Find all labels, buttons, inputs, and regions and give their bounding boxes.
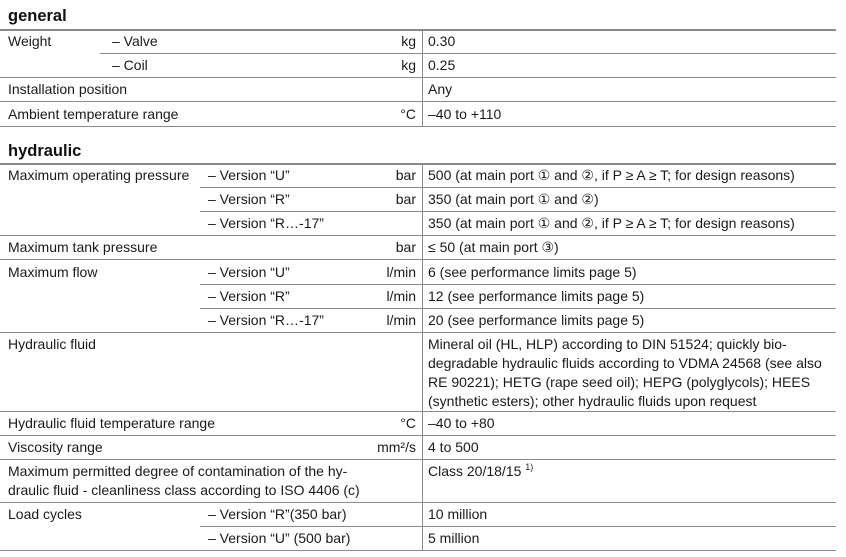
load-u-value: 5 million [428, 530, 480, 546]
divider [0, 101, 836, 102]
ambient-value: –40 to +110 [428, 106, 502, 122]
contam-label: Maximum permitted degree of contamination of the hy-draulic fluid - cleanliness class according to ISO 4406 (c) [8, 463, 360, 498]
flow-r17-label: – Version “R…-17” [208, 312, 324, 328]
fluid-value: Mineral oil (HL, HLP) according to DIN 51524; quickly bio-degradable hydraulic fluids according to VDMA 24568 (see also RE 90221); HETG (rape seed oil); HEPG (polyglycols); HEES (synthetic esters); other hydraulic fluids upon request [428, 336, 822, 409]
flow-r-label: – Version “R” [208, 288, 290, 304]
weight-label: Weight [8, 33, 52, 49]
valve-value: 0.30 [428, 33, 456, 49]
column-divider [422, 164, 423, 550]
divider [0, 259, 836, 260]
section-title-hydraulic: hydraulic [8, 142, 82, 160]
visc-value: 4 to 500 [428, 439, 479, 455]
divider [0, 550, 836, 551]
flow-r17-unit: l/min [386, 312, 416, 328]
fluid-label: Hydraulic fluid [8, 336, 96, 352]
mop-u-unit: bar [395, 167, 416, 183]
flow-r17-value: 20 (see performance limits page 5) [428, 312, 645, 328]
mop-r-label: – Version “R” [208, 191, 290, 207]
coil-unit: kg [401, 57, 416, 73]
tank-unit: bar [395, 239, 416, 255]
contam-value-cell [428, 460, 533, 484]
install-value: Any [428, 81, 453, 97]
flow-label: Maximum flow [8, 264, 98, 280]
divider [0, 502, 836, 503]
mop-r17-label: – Version “R…-17” [208, 215, 324, 231]
mop-r-unit: bar [395, 191, 416, 207]
column-divider [422, 30, 423, 126]
fluid-temp-label: Hydraulic fluid temperature range [8, 415, 215, 431]
divider [0, 126, 836, 127]
tank-value: ≤ 50 (at main port ③) [428, 239, 559, 255]
flow-r-unit: l/min [386, 288, 416, 304]
valve-label: – Valve [112, 33, 158, 49]
flow-r-value: 12 (see performance limits page 5) [428, 288, 645, 304]
footnote-marker: 1) [525, 462, 534, 472]
coil-label: – Coil [112, 57, 148, 73]
visc-label: Viscosity range [8, 439, 103, 455]
divider [0, 435, 836, 436]
load-label: Load cycles [8, 506, 82, 522]
valve-unit: kg [401, 33, 416, 49]
divider [0, 459, 836, 460]
load-u-label: – Version “U” (500 bar) [208, 530, 351, 546]
mop-u-value: 500 (at main port ① and ②, if P ≥ A ≥ T; for design reasons) [428, 167, 795, 183]
divider [0, 332, 836, 333]
ambient-unit: °C [400, 106, 416, 122]
load-r-label: – Version “R”(350 bar) [208, 506, 347, 522]
fluid-temp-unit: °C [400, 415, 416, 431]
mop-label: Maximum operating pressure [8, 167, 190, 183]
mop-r17-value: 350 (at main port ① and ②, if P ≥ A ≥ T; for design reasons) [428, 215, 795, 231]
mop-u-label: – Version “U” [208, 167, 290, 183]
load-r-value: 10 million [428, 506, 488, 522]
divider [100, 53, 836, 54]
flow-u-label: – Version “U” [208, 264, 290, 280]
ambient-label: Ambient temperature range [8, 106, 179, 122]
install-label: Installation position [8, 81, 128, 97]
visc-unit: mm²/s [377, 439, 416, 455]
flow-u-value: 6 (see performance limits page 5) [428, 264, 637, 280]
mop-r-value: 350 (at main port ① and ②) [428, 191, 599, 207]
flow-u-unit: l/min [386, 264, 416, 280]
coil-value: 0.25 [428, 57, 456, 73]
tank-label: Maximum tank pressure [8, 239, 158, 255]
contam-value: Class 20/18/15 [428, 463, 522, 479]
section-title-general: general [8, 7, 67, 25]
fluid-temp-value: –40 to +80 [428, 415, 495, 431]
